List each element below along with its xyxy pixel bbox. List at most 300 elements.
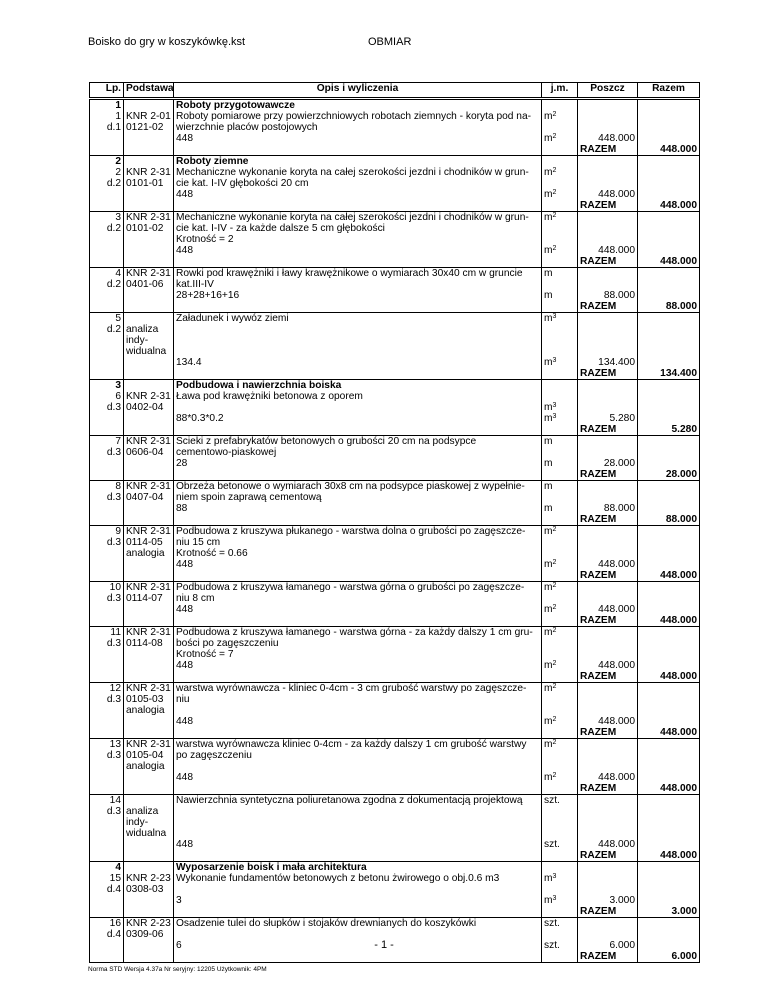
item-podstawa: KNR 2-31 [124,739,174,751]
item-lp [90,649,124,660]
item-razem [638,526,700,538]
item-description [174,783,542,795]
item-razem [638,649,700,660]
item-unit [542,537,578,548]
section-jm [542,156,578,168]
table-row [90,413,700,424]
item-poszcz [578,324,638,346]
col-opis: Opis i wyliczenia [174,83,542,99]
item-calc-unit: $m^2$ [542,189,578,200]
item-razem [638,660,700,671]
item-lp [90,727,124,739]
item-calc: 28+28+16+16 [174,290,542,301]
razem-label: RAZEM [578,144,638,156]
section-pod [124,380,174,392]
item-lp [90,290,124,301]
item-description [174,256,542,268]
item-lp: d.3 [90,402,124,413]
item-razem [638,548,700,559]
item-podstawa: analiza indy- [124,806,174,828]
item-razem [638,492,700,503]
item-lp: d.3 [90,806,124,828]
table-row [90,570,700,582]
item-description: Nawierzchnia syntetyczna poliuretanowa zgodna z dokumentacją projektową [174,795,542,807]
item-poszcz-value: 448.000 [578,559,638,570]
item-razem [638,739,700,751]
razem-label: RAZEM [578,727,638,739]
item-lp [90,570,124,582]
item-podstawa: 0309-06 [124,929,174,940]
table-row [90,324,700,346]
item-lp [90,503,124,514]
item-razem-value: 5.280 [638,424,700,436]
item-podstawa: 0101-01 [124,178,174,189]
item-calc-unit: $m^3$ [542,413,578,424]
razem-label: RAZEM [578,256,638,268]
table-row [90,873,700,884]
item-unit [542,346,578,357]
item-calc-unit: $m^3$ [542,895,578,906]
item-poszcz [578,873,638,884]
item-podstawa: KNR 2-31 [124,481,174,493]
item-description [174,301,542,313]
item-description: Mechaniczne wykonanie koryta na całej szerokości jezdni i chodników w grun- [174,212,542,224]
item-razem [638,413,700,424]
item-unit [542,593,578,604]
item-lp [90,189,124,200]
item-poszcz [578,526,638,538]
item-lp [90,772,124,783]
item-razem [638,447,700,458]
item-poszcz [578,548,638,559]
item-calc: 448 [174,772,542,783]
item-calc: 448 [174,716,542,727]
item-razem [638,873,700,884]
table-row [90,795,700,807]
item-razem [638,268,700,280]
item-lp: 10 [90,582,124,594]
item-unit [542,447,578,458]
item-poszcz [578,627,638,639]
item-poszcz [578,223,638,234]
item-lp [90,424,124,436]
item-podstawa [124,133,174,144]
table-row [90,761,700,772]
table-row [90,290,700,301]
item-razem [638,593,700,604]
section-pod [124,862,174,874]
item-podstawa [124,413,174,424]
table-row [90,144,700,156]
item-calc: 448 [174,660,542,671]
table-row [90,346,700,357]
item-podstawa [124,503,174,514]
section-jm [542,380,578,392]
item-razem-value: 448.000 [638,144,700,156]
item-lp [90,671,124,683]
razem-label: RAZEM [578,951,638,963]
item-lp [90,761,124,772]
item-lp: d.3 [90,492,124,503]
item-podstawa [124,671,174,683]
item-razem-value: 6.000 [638,951,700,963]
item-unit [542,200,578,212]
item-unit [542,122,578,133]
item-description [174,828,542,839]
item-poszcz [578,234,638,245]
col-lp: Lp. [90,83,124,99]
table-row [90,716,700,727]
section-pod [124,156,174,168]
item-poszcz [578,918,638,930]
table-row [90,402,700,413]
table-row [90,739,700,751]
section-row [90,380,700,392]
item-razem [638,604,700,615]
item-podstawa: 0308-03 [124,884,174,895]
item-calc-unit: $m^2$ [542,133,578,144]
item-lp: 3 [90,212,124,224]
item-poszcz [578,212,638,224]
item-podstawa: 0114-05 [124,537,174,548]
item-podstawa [124,716,174,727]
item-unit [542,469,578,481]
razem-label: RAZEM [578,301,638,313]
item-calc: 3 [174,895,542,906]
item-podstawa [124,357,174,368]
item-description: Krotność = 2 [174,234,542,245]
item-lp: d.3 [90,447,124,458]
item-description [174,951,542,963]
item-unit [542,750,578,761]
item-podstawa [124,649,174,660]
item-description [174,368,542,380]
item-lp: d.2 [90,279,124,290]
item-poszcz [578,537,638,548]
item-podstawa: KNR 2-01 [124,111,174,122]
item-podstawa: KNR 2-23 [124,918,174,930]
item-podstawa [124,783,174,795]
item-podstawa: KNR 2-31 [124,167,174,178]
item-razem [638,481,700,493]
item-razem [638,279,700,290]
item-lp: 11 [90,627,124,639]
section-poszcz [578,99,638,112]
col-poszcz: Poszcz [578,83,638,99]
item-unit [542,649,578,660]
table-row [90,671,700,683]
item-razem [638,313,700,325]
item-unit: $m^2$ [542,582,578,594]
item-razem [638,582,700,594]
item-description [174,144,542,156]
item-description: Podbudowa z kruszywa płukanego - warstwa dolna o grubości po zagęszcze- [174,526,542,538]
item-podstawa: 0407-04 [124,492,174,503]
table-row [90,469,700,481]
item-unit: m [542,268,578,280]
item-razem [638,638,700,649]
item-poszcz-value: 448.000 [578,839,638,850]
section-razem [638,380,700,392]
item-description: po zagęszczeniu [174,750,542,761]
item-calc-unit: $m^2$ [542,559,578,570]
item-lp: 4 [90,268,124,280]
table-row [90,582,700,594]
table-row [90,313,700,325]
item-lp [90,413,124,424]
item-unit [542,514,578,526]
item-description: cementowo-piaskowej [174,447,542,458]
item-podstawa [124,368,174,380]
item-lp [90,828,124,839]
item-lp [90,458,124,469]
item-lp [90,604,124,615]
item-poszcz-value: 448.000 [578,189,638,200]
item-podstawa [124,189,174,200]
item-lp [90,906,124,918]
item-razem [638,212,700,224]
item-podstawa [124,727,174,739]
item-description [174,615,542,627]
item-calc-unit: szt. [542,839,578,850]
item-poszcz [578,492,638,503]
item-razem [638,178,700,189]
item-unit [542,828,578,839]
item-lp: 14 [90,795,124,807]
table-row [90,268,700,280]
item-lp: d.2 [90,223,124,234]
item-razem [638,391,700,402]
item-lp [90,548,124,559]
item-calc-unit: $m^2$ [542,604,578,615]
table-row [90,951,700,963]
item-calc: 448 [174,133,542,144]
item-podstawa: analogia [124,705,174,716]
item-lp: 15 [90,873,124,884]
item-podstawa: KNR 2-31 [124,268,174,280]
item-podstawa [124,245,174,256]
item-razem [638,716,700,727]
item-unit [542,391,578,402]
table-row [90,850,700,862]
item-podstawa [124,604,174,615]
table-row [90,514,700,526]
item-lp [90,951,124,963]
section-razem [638,156,700,168]
item-calc-unit: $m^2$ [542,772,578,783]
item-poszcz [578,806,638,828]
table-row [90,111,700,122]
razem-label: RAZEM [578,368,638,380]
item-description: Podbudowa z kruszywa łamanego - warstwa górna o grubości po zagęszcze- [174,582,542,594]
table-row [90,200,700,212]
section-title: Podbudowa i nawierzchnia boiska [174,380,542,392]
item-unit: m [542,481,578,493]
table-row [90,806,700,828]
item-description: niem spoin zaprawą cementową [174,492,542,503]
table-row [90,727,700,739]
item-podstawa [124,256,174,268]
item-unit [542,234,578,245]
razem-label: RAZEM [578,200,638,212]
item-podstawa [124,514,174,526]
table-row [90,133,700,144]
item-description: Ława pod krawężniki betonowa z oporem [174,391,542,402]
item-unit [542,368,578,380]
item-podstawa: 0114-07 [124,593,174,604]
item-razem [638,223,700,234]
item-poszcz [578,481,638,493]
item-calc: 448 [174,604,542,615]
item-lp: 13 [90,739,124,751]
item-description [174,424,542,436]
item-description: Osadzenie tulei do słupków i stojaków drewnianych do koszykówki [174,918,542,930]
table-row [90,548,700,559]
table-row [90,279,700,290]
item-razem [638,402,700,413]
item-lp: d.3 [90,694,124,705]
table-row [90,660,700,671]
item-razem-value: 3.000 [638,906,700,918]
item-razem [638,133,700,144]
table-row [90,234,700,245]
table-row [90,492,700,503]
item-poszcz [578,705,638,716]
table-row [90,503,700,514]
item-lp: d.3 [90,593,124,604]
item-lp: 5 [90,313,124,325]
item-poszcz-value: 88.000 [578,503,638,514]
table-row [90,604,700,615]
item-description: niu [174,694,542,705]
item-razem [638,436,700,448]
item-podstawa [124,951,174,963]
item-unit [542,424,578,436]
item-lp: d.2 [90,324,124,346]
item-podstawa [124,850,174,862]
item-podstawa: 0105-03 [124,694,174,705]
item-poszcz [578,167,638,178]
item-unit [542,671,578,683]
col-podstawa: Podstawa [124,83,174,99]
item-podstawa: KNR 2-23 [124,873,174,884]
item-calc-unit: $m^2$ [542,660,578,671]
item-unit [542,906,578,918]
item-lp [90,200,124,212]
item-calc: 448 [174,245,542,256]
section-poszcz [578,380,638,392]
table-row [90,694,700,705]
item-description: warstwa wyrównawcza - kliniec 0-4cm - 3 cm grubość warstwy po zagęszcze- [174,683,542,695]
item-lp [90,368,124,380]
table-row [90,884,700,895]
item-podstawa [124,290,174,301]
item-lp [90,705,124,716]
item-unit [542,615,578,627]
item-unit: $m^2$ [542,683,578,695]
item-podstawa [124,615,174,627]
item-podstawa: KNR 2-31 [124,526,174,538]
item-lp: d.3 [90,638,124,649]
item-description: cie kat. I-IV - za każde dalsze 5 cm głębokości [174,223,542,234]
item-poszcz [578,750,638,761]
table-row [90,906,700,918]
item-description: Mechaniczne wykonanie koryta na całej szerokości jezdni i chodników w grun- [174,167,542,178]
item-description: Krotność = 7 [174,649,542,660]
section-row [90,156,700,168]
item-calc-unit: $m^2$ [542,716,578,727]
item-poszcz [578,268,638,280]
table-header [90,83,700,99]
item-description [174,761,542,772]
item-podstawa: widualna [124,828,174,839]
col-jm: j.m. [542,83,578,99]
item-lp [90,256,124,268]
item-calc-unit: m [542,503,578,514]
item-description: Wykonanie fundamentów betonowych z betonu żwirowego o obj.0.6 m3 [174,873,542,884]
item-razem [638,189,700,200]
item-poszcz [578,694,638,705]
item-unit [542,492,578,503]
table-row [90,223,700,234]
item-description [174,200,542,212]
table-row [90,559,700,570]
item-description [174,906,542,918]
item-lp: d.1 [90,122,124,133]
item-calc-unit: m [542,290,578,301]
item-razem [638,245,700,256]
table-row [90,783,700,795]
item-description: kat.III-IV [174,279,542,290]
item-razem [638,705,700,716]
table-row [90,256,700,268]
section-lp: 2 [90,156,124,168]
section-pod [124,99,174,112]
item-razem [638,750,700,761]
item-podstawa [124,469,174,481]
item-lp [90,839,124,850]
item-description: cie kat. I-IV głębokości 20 cm [174,178,542,189]
item-unit [542,301,578,313]
item-razem [638,627,700,639]
item-poszcz [578,638,638,649]
section-row [90,862,700,874]
item-podstawa: 0606-04 [124,447,174,458]
item-podstawa [124,559,174,570]
item-poszcz [578,884,638,895]
item-poszcz [578,593,638,604]
table-row [90,189,700,200]
item-unit [542,548,578,559]
item-unit [542,279,578,290]
item-calc: 448 [174,559,542,570]
item-poszcz [578,402,638,413]
item-podstawa: 0101-02 [124,223,174,234]
item-razem [638,234,700,245]
item-calc: 448 [174,839,542,850]
item-lp [90,245,124,256]
item-podstawa: KNR 2-31 [124,212,174,224]
section-poszcz [578,862,638,874]
section-title: Roboty przygotowawcze [174,99,542,112]
item-poszcz-value: 3.000 [578,895,638,906]
item-poszcz-value: 6.000 [578,940,638,951]
table-row [90,424,700,436]
item-description [174,727,542,739]
item-poszcz-value: 134.400 [578,357,638,368]
item-calc-unit: m [542,458,578,469]
section-razem [638,862,700,874]
